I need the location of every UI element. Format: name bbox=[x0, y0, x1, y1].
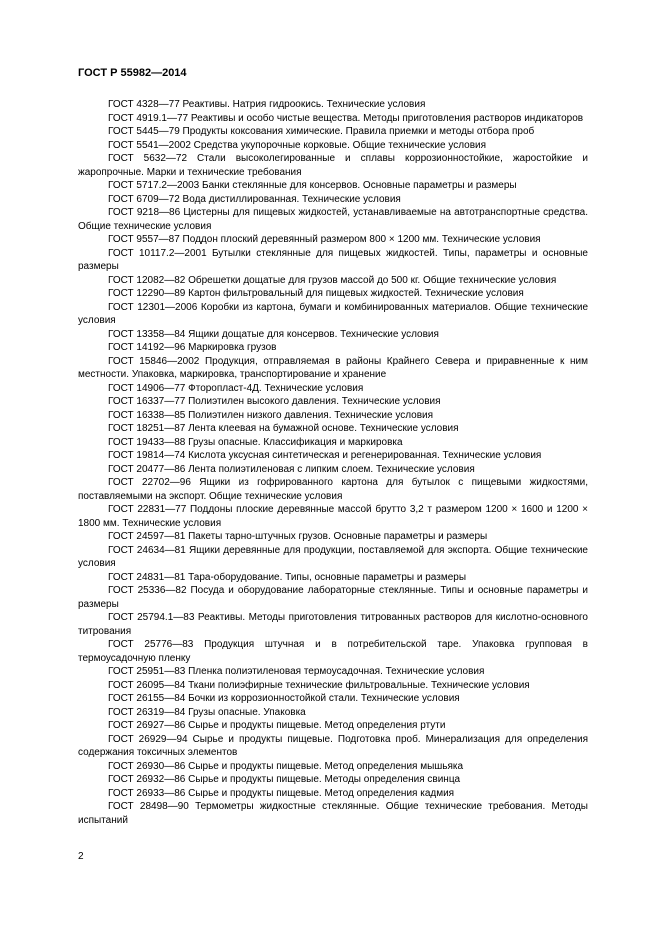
reference-item: ГОСТ 24831—81 Тара-оборудование. Типы, основные параметры и размеры bbox=[108, 571, 467, 583]
reference-item: ГОСТ 4328—77 Реактивы. Натрия гидроокись. Технические условия bbox=[108, 99, 426, 110]
reference-item: ГОСТ 5445—79 Продукты коксования химические. Правила приемки и методы отбора проб bbox=[108, 126, 535, 137]
reference-item: ГОСТ 5541—2002 Средства укупорочные корковые. Общие технические условия bbox=[108, 139, 487, 151]
reference-item: ГОСТ 25336—82 Посуда и оборудование лабораторные стеклянные. Типы и основные параметры и размеры bbox=[78, 585, 588, 610]
reference-item: ГОСТ 26932—86 Сырье и продукты пищевые. Методы определения свинца bbox=[108, 774, 461, 785]
reference-item: ГОСТ 12301—2006 Коробки из картона, бумаги и комбинированных материалов. Общие технические условия bbox=[78, 301, 588, 326]
reference-item: ГОСТ 24597—81 Пакеты тарно-штучных грузов. Основные параметры и размеры bbox=[108, 531, 488, 542]
reference-item: ГОСТ 25776—83 Продукция штучная и в потребительской таре. Упаковка групповая в термоусадочную пленку bbox=[78, 639, 588, 664]
reference-item: ГОСТ 9557—87 Поддон плоский деревянный размером 800 × 1200 мм. Технические условия bbox=[108, 234, 541, 245]
reference-item: ГОСТ 26927—86 Сырье и продукты пищевые. Метод определения ртути bbox=[108, 720, 446, 731]
references-list bbox=[78, 98, 588, 827]
reference-item: ГОСТ 22831—77 Поддоны плоские деревянные массой брутто 3,2 т размером 1200 × 1600 и 1200 × 1800 мм. Технические условия bbox=[78, 504, 588, 529]
reference-item: ГОСТ 26930—86 Сырье и продукты пищевые. Метод определения мышьяка bbox=[108, 760, 464, 772]
document-header-title: ГОСТ Р 55982—2014 bbox=[78, 67, 187, 79]
reference-item: ГОСТ 4919.1—77 Реактивы и особо чистые вещества. Методы приготовления растворов индикаторов bbox=[108, 112, 584, 124]
reference-item: ГОСТ 22702—96 Ящики из гофрированного картона для бутылок с пищевыми жидкостями, поставляемыми на экспорт. Общие технические условия bbox=[78, 477, 588, 502]
reference-item: ГОСТ 26929—94 Сырье и продукты пищевые. Подготовка проб. Минерализация для определения содержания токсичных элементов bbox=[78, 733, 588, 758]
reference-item: ГОСТ 5632—72 Стали высоколегированные и сплавы коррозионностойкие, жаростойкие и жаропрочные. Марки и технические требования bbox=[78, 153, 588, 178]
reference-item: ГОСТ 5717.2—2003 Банки стеклянные для консервов. Основные параметры и размеры bbox=[108, 180, 517, 191]
reference-item: ГОСТ 9218—86 Цистерны для пищевых жидкостей, устанавливаемые на автотранспортные средства. Общие технические условия bbox=[78, 207, 588, 232]
reference-item: ГОСТ 25951—83 Пленка полиэтиленовая термоусадочная. Технические условия bbox=[108, 666, 485, 677]
reference-item: ГОСТ 26155—84 Бочки из коррозионностойкой стали. Технические условия bbox=[108, 693, 460, 704]
reference-item: ГОСТ 15846—2002 Продукция, отправляемая в районы Крайнего Севера и приравненные к ним местности. Упаковка, маркировка, транспортирование и хранение bbox=[78, 355, 588, 380]
reference-item: ГОСТ 13358—84 Ящики дощатые для консервов. Технические условия bbox=[108, 328, 439, 340]
reference-item: ГОСТ 28498—90 Термометры жидкостные стеклянные. Общие технические требования. Методы испытаний bbox=[78, 801, 588, 826]
reference-item: ГОСТ 6709—72 Вода дистиллированная. Технические условия bbox=[108, 193, 401, 205]
reference-item: ГОСТ 18251—87 Лента клеевая на бумажной основе. Технические условия bbox=[108, 423, 459, 434]
reference-item: ГОСТ 26319—84 Грузы опасные. Упаковка bbox=[108, 706, 306, 718]
reference-item: ГОСТ 26933—86 Сырье и продукты пищевые. Метод определения кадмия bbox=[108, 787, 455, 799]
reference-item: ГОСТ 16338—85 Полиэтилен низкого давления. Технические условия bbox=[108, 409, 434, 421]
reference-item: ГОСТ 19433—88 Грузы опасные. Классификация и маркировка bbox=[108, 436, 403, 448]
reference-item: ГОСТ 19814—74 Кислота уксусная синтетическая и регенерированная. Технические условия bbox=[108, 450, 542, 461]
reference-item: ГОСТ 20477—86 Лента полиэтиленовая с липким слоем. Технические условия bbox=[108, 463, 475, 475]
reference-item: ГОСТ 12082—82 Обрешетки дощатые для грузов массой до 500 кг. Общие технические условия bbox=[108, 274, 557, 286]
reference-item: ГОСТ 24634—81 Ящики деревянные для продукции, поставляемой для экспорта. Общие технические условия bbox=[78, 544, 588, 569]
reference-item: ГОСТ 14906—77 Фторопласт-4Д. Технические условия bbox=[108, 382, 364, 394]
reference-item: ГОСТ 14192—96 Маркировка грузов bbox=[108, 342, 277, 353]
reference-item: ГОСТ 16337—77 Полиэтилен высокого давления. Технические условия bbox=[108, 396, 441, 407]
reference-item: ГОСТ 25794.1—83 Реактивы. Методы приготовления титрованных растворов для кислотно-основного титрования bbox=[78, 612, 588, 637]
reference-item: ГОСТ 26095—84 Ткани полиэфирные технические фильтровальные. Технические условия bbox=[108, 679, 530, 691]
reference-item: ГОСТ 12290—89 Картон фильтровальный для пищевых жидкостей. Технические условия bbox=[108, 288, 524, 299]
page-number: 2 bbox=[78, 851, 84, 862]
reference-item: ГОСТ 10117.2—2001 Бутылки стеклянные для пищевых жидкостей. Типы, параметры и основные размеры bbox=[78, 247, 588, 272]
